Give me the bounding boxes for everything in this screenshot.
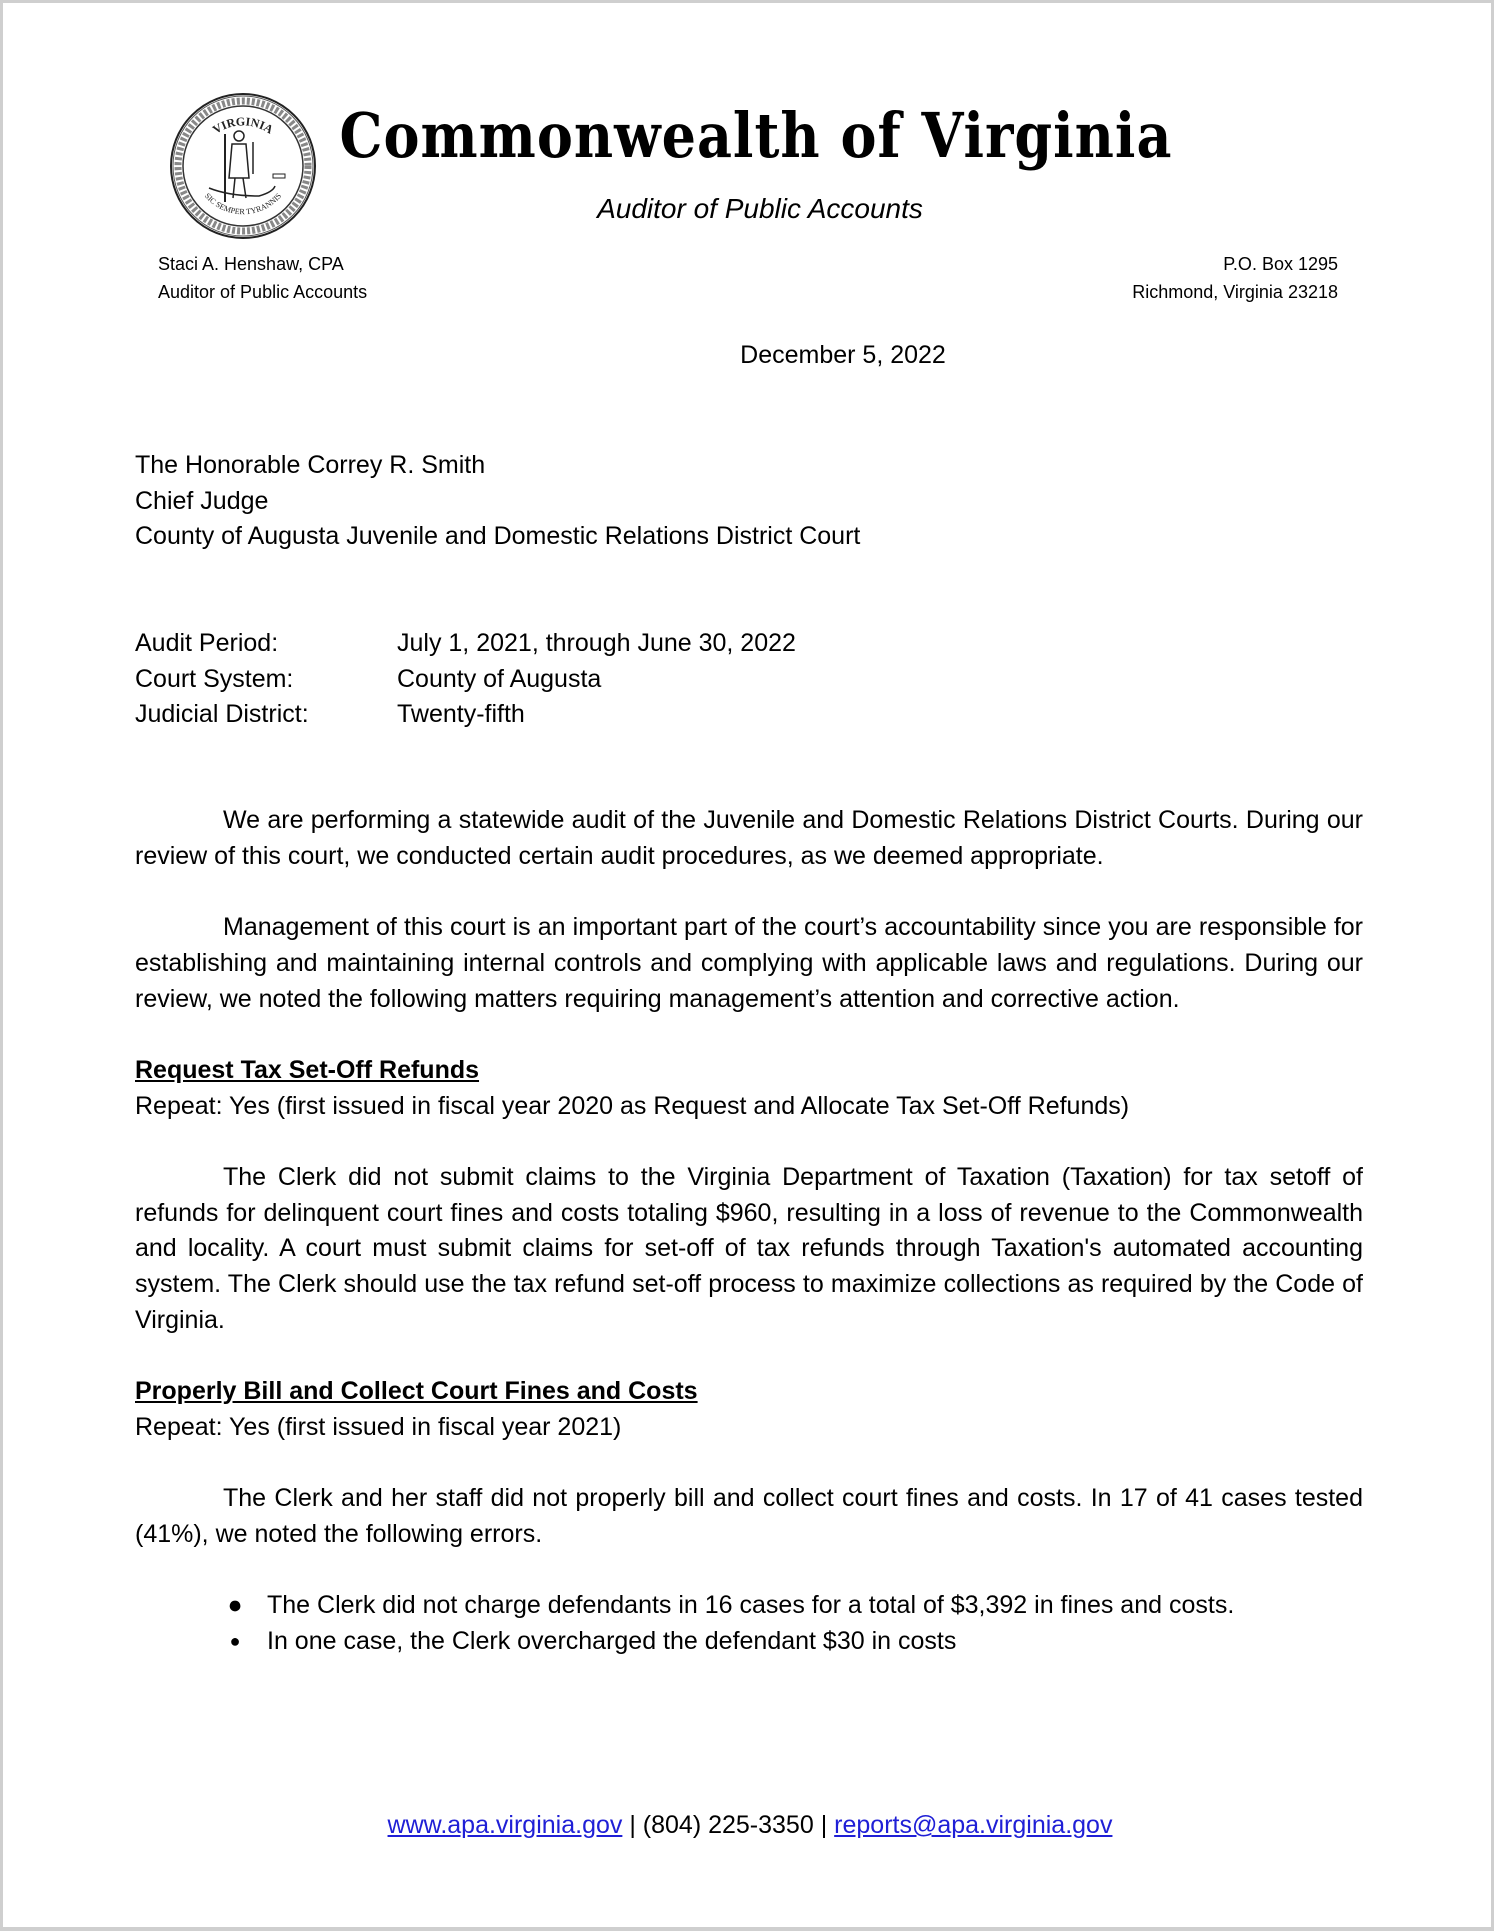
finding-tax-setoff (135, 1053, 1363, 1339)
list-item: ● In one case, the Clerk overcharged the defendant $30 in costs (223, 1624, 1363, 1660)
audit-period-row (135, 626, 796, 662)
finding-bill-collect (135, 1374, 1363, 1660)
audit-info-block (135, 626, 796, 733)
finding-repeat-status: Repeat: Yes (first issued in fiscal year 2020 as Request and Allocate Tax Set-Off Refunds) (135, 1091, 1130, 1120)
addressee-block (135, 448, 860, 555)
management-paragraph: Management of this court is an important part of the court’s accountability since you are responsible for establishing and maintaining internal controls and complying with applicable laws and regulations. During our review, we noted the following matters requiring management’s attention and corrective action. (135, 913, 1363, 1013)
bullet-icon: ● (229, 1631, 241, 1652)
auditor-title: Auditor of Public Accounts (158, 282, 368, 302)
footer-contact (3, 1811, 1494, 1840)
judicial-district-label: Judicial District: (135, 700, 309, 729)
auditor-name: Staci A. Henshaw, CPA (158, 254, 344, 274)
mailing-address-block (1132, 250, 1338, 306)
court-system-row (135, 662, 796, 698)
finding-heading: Properly Bill and Collect Court Fines and Costs (135, 1377, 698, 1406)
finding-repeat-status: Repeat: Yes (first issued in fiscal year 2021) (135, 1412, 622, 1441)
judicial-district-row (135, 697, 796, 733)
po-box: P.O. Box 1295 (1223, 254, 1338, 274)
intro-paragraph: We are performing a statewide audit of the Juvenile and Domestic Relations District Courts. During our review of this court, we conducted certain audit procedures, as we deemed appropriate. (135, 806, 1363, 870)
audit-period-value: July 1, 2021, through June 30, 2022 (397, 629, 796, 657)
court-system-value: County of Augusta (397, 664, 602, 693)
audit-period-label: Audit Period: (135, 629, 279, 657)
letterhead-subtitle: Auditor of Public Accounts (597, 193, 923, 224)
letter-date: December 5, 2022 (740, 341, 946, 369)
finding-heading: Request Tax Set-Off Refunds (135, 1055, 480, 1084)
bullet-icon: ● (227, 1591, 243, 1620)
svg-text:VIRGINIA: VIRGINIA (210, 114, 276, 137)
list-item: ● The Clerk did not charge defendants in 16 cases for a total of $3,392 in fines and costs. (223, 1588, 1363, 1624)
addressee-title: Chief Judge (135, 486, 269, 515)
court-system-label: Court System: (135, 664, 294, 693)
footer-separator: | (820, 1811, 828, 1839)
finding-body: The Clerk did not submit claims to the Virginia Department of Taxation (Taxation) for tax setoff of refunds for delinquent court fines and costs totaling $960, resulting in a loss of revenue to the Commonwealth and locality. A court must submit claims for set-off of tax refunds through Taxation's automated accounting system. The Clerk should use the tax refund set-off process to maximize collections as required by the Code of Virginia. (135, 1162, 1363, 1334)
addressee-name: The Honorable Correy R. Smith (135, 451, 486, 479)
phone-number: (804) 225-3350 (642, 1811, 814, 1839)
email-link[interactable]: reports@apa.virginia.gov (834, 1811, 1113, 1839)
letter-page (3, 3, 1491, 1927)
letter-body (135, 803, 1363, 1660)
errors-list (135, 1588, 1363, 1659)
addressee-court: County of Augusta Juvenile and Domestic Relations District Court (135, 522, 861, 551)
judicial-district-value: Twenty-fifth (397, 700, 525, 729)
finding-body: The Clerk and her staff did not properly bill and collect court fines and costs. In 17 of 41 cases tested (41%), we noted the following errors. (135, 1484, 1363, 1548)
footer-separator: | (629, 1811, 636, 1839)
website-link[interactable]: www.apa.virginia.gov (387, 1811, 623, 1839)
letterhead-title: Commonwealth of Virginia (339, 98, 1173, 172)
city-state-zip: Richmond, Virginia 23218 (1132, 282, 1338, 302)
auditor-name-block (158, 250, 367, 306)
svg-text:SIC SEMPER TYRANNIS: SIC SEMPER TYRANNIS (202, 191, 284, 217)
